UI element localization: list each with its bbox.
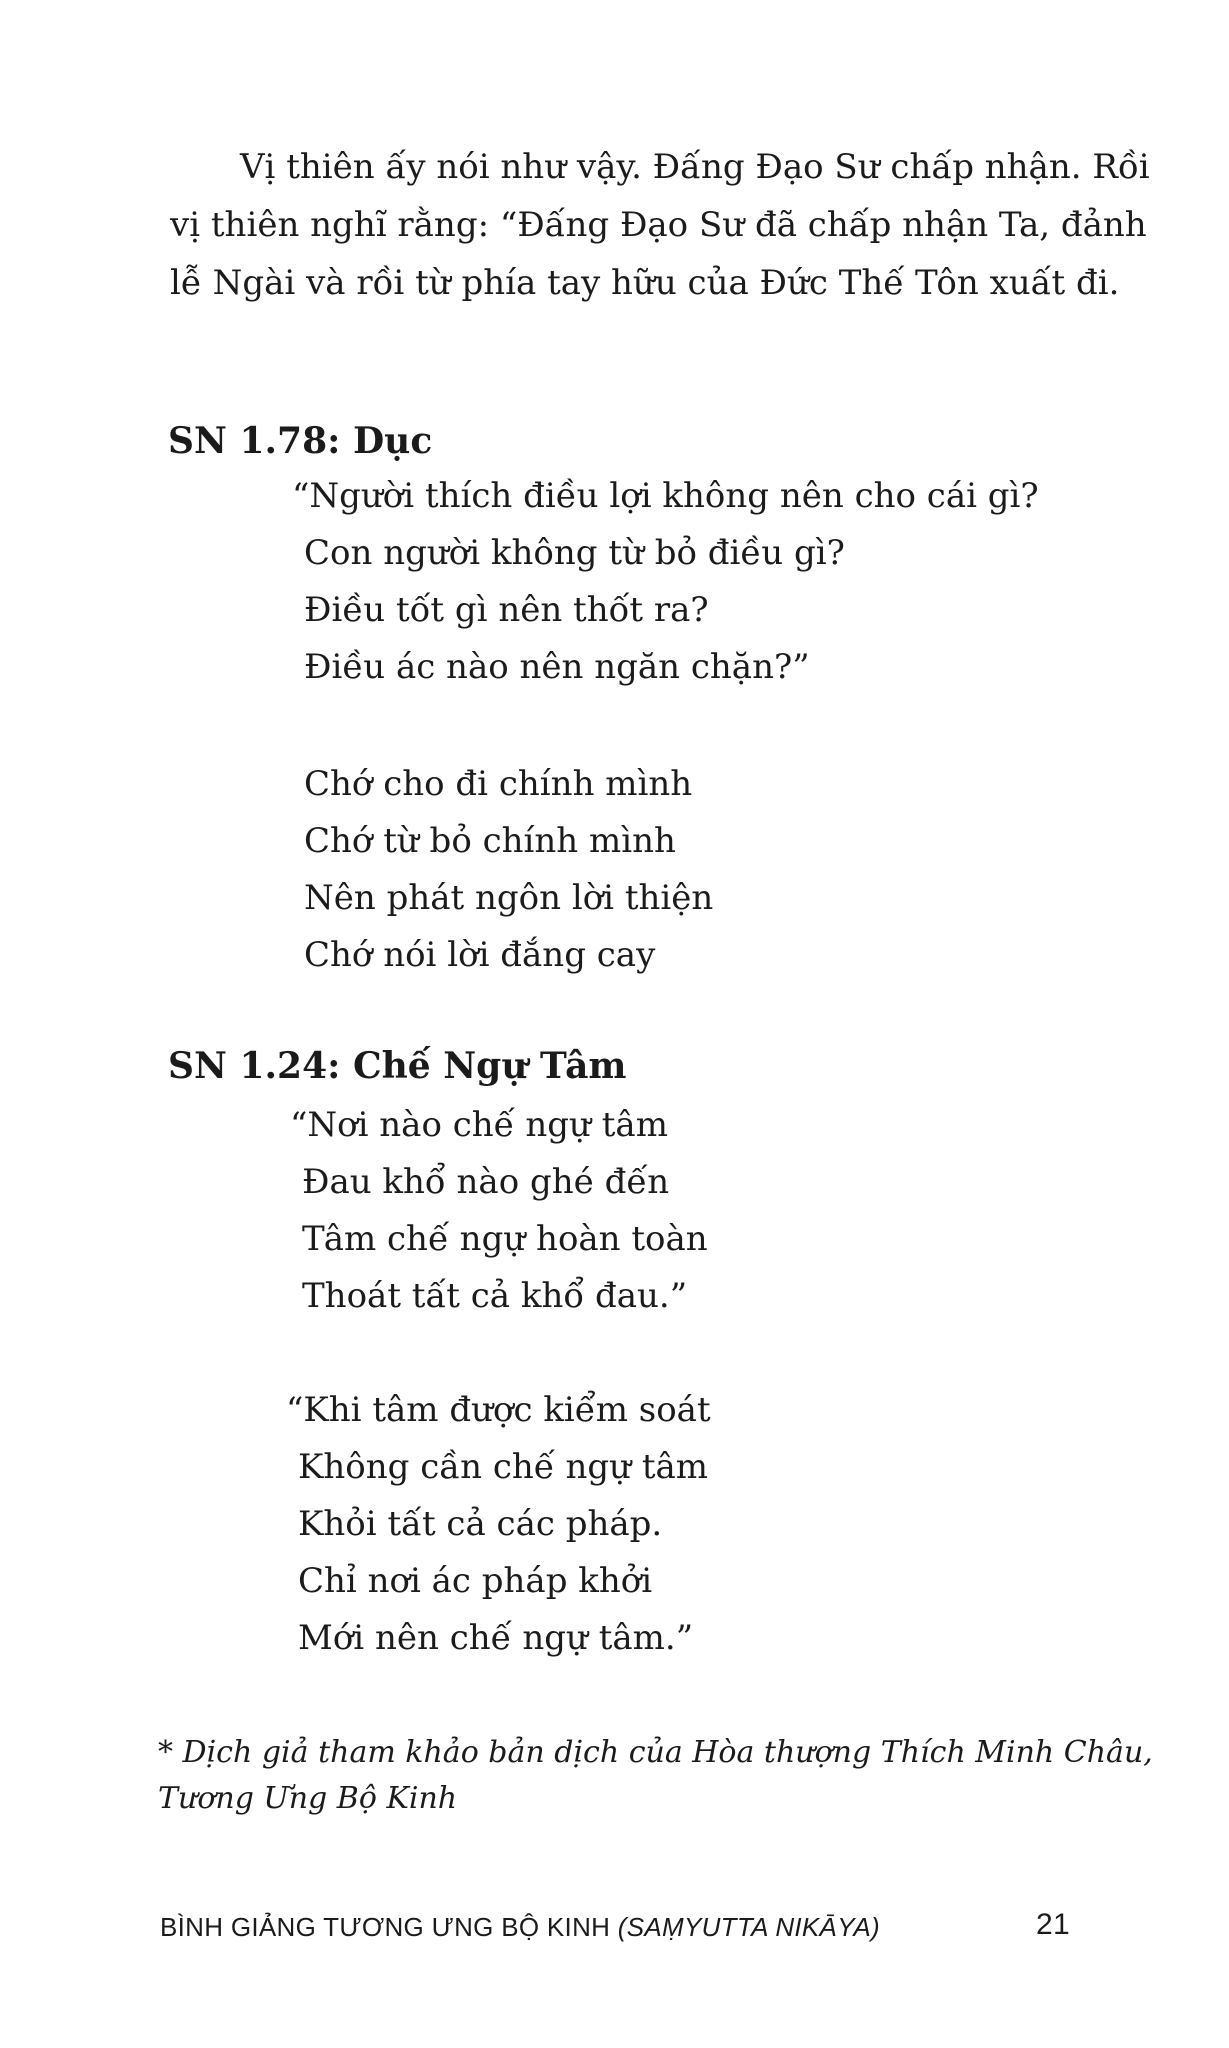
verse-line: Khỏi tất cả các pháp.: [298, 1504, 663, 1544]
paragraph-line: Vị thiên ấy nói như vậy. Đấng Đạo Sư chấp nhận. Rồi: [240, 147, 1150, 187]
verse-line: Chớ từ bỏ chính mình: [304, 821, 676, 861]
verse-line: “Nơi nào chế ngự tâm: [290, 1105, 668, 1145]
verse-stanza: [304, 756, 713, 984]
footnote-line: Tương Ưng Bộ Kinh: [158, 1781, 458, 1816]
verse-stanza: [292, 468, 1039, 696]
verse-line: Chỉ nơi ác pháp khởi: [298, 1561, 653, 1601]
verse-line: Tâm chế ngự hoàn toàn: [302, 1219, 708, 1259]
verse-line: Chớ cho đi chính mình: [304, 764, 693, 804]
page-footer: [160, 1908, 1070, 1952]
verse-line: Điều ác nào nên ngăn chặn?”: [304, 647, 810, 687]
translator-footnote: [158, 1730, 1153, 1822]
running-title: [160, 1912, 880, 1943]
book-title: BÌNH GIẢNG TƯƠNG ƯNG BỘ KINH: [160, 1912, 611, 1942]
verse-line: “Người thích điều lợi không nên cho cái gì?: [292, 476, 1039, 516]
section-heading: SN 1.24: Chế Ngự Tâm: [168, 1045, 627, 1087]
book-subtitle: (SAṂYUTTA NIKĀYA): [617, 1912, 881, 1942]
verse-line: Không cần chế ngự tâm: [298, 1447, 709, 1487]
verse-line: Chớ nói lời đắng cay: [304, 935, 656, 975]
verse-line: Thoát tất cả khổ đau.”: [302, 1276, 688, 1316]
verse-stanza: [286, 1382, 711, 1667]
verse-line: Điều tốt gì nên thốt ra?: [304, 590, 709, 630]
paragraph-line: vị thiên nghĩ rằng: “Đấng Đạo Sư đã chấp nhận Ta, đảnh: [170, 205, 1147, 245]
verse-line: Nên phát ngôn lời thiện: [304, 878, 714, 918]
paragraph-line: lễ Ngài và rồi từ phía tay hữu của Đức Thế Tôn xuất đi.: [170, 263, 1120, 303]
section-heading: SN 1.78: Dục: [168, 420, 433, 462]
intro-paragraph: [170, 138, 1150, 312]
verse-stanza: [290, 1097, 708, 1325]
verse-line: Mới nên chế ngự tâm.”: [298, 1618, 694, 1658]
verse-line: Đau khổ nào ghé đến: [302, 1162, 670, 1202]
footnote-line: * Dịch giả tham khảo bản dịch của Hòa thượng Thích Minh Châu,: [158, 1735, 1153, 1770]
verse-line: “Khi tâm được kiểm soát: [286, 1390, 711, 1430]
verse-line: Con người không từ bỏ điều gì?: [304, 533, 845, 573]
page-number: 21: [1036, 1908, 1070, 1941]
